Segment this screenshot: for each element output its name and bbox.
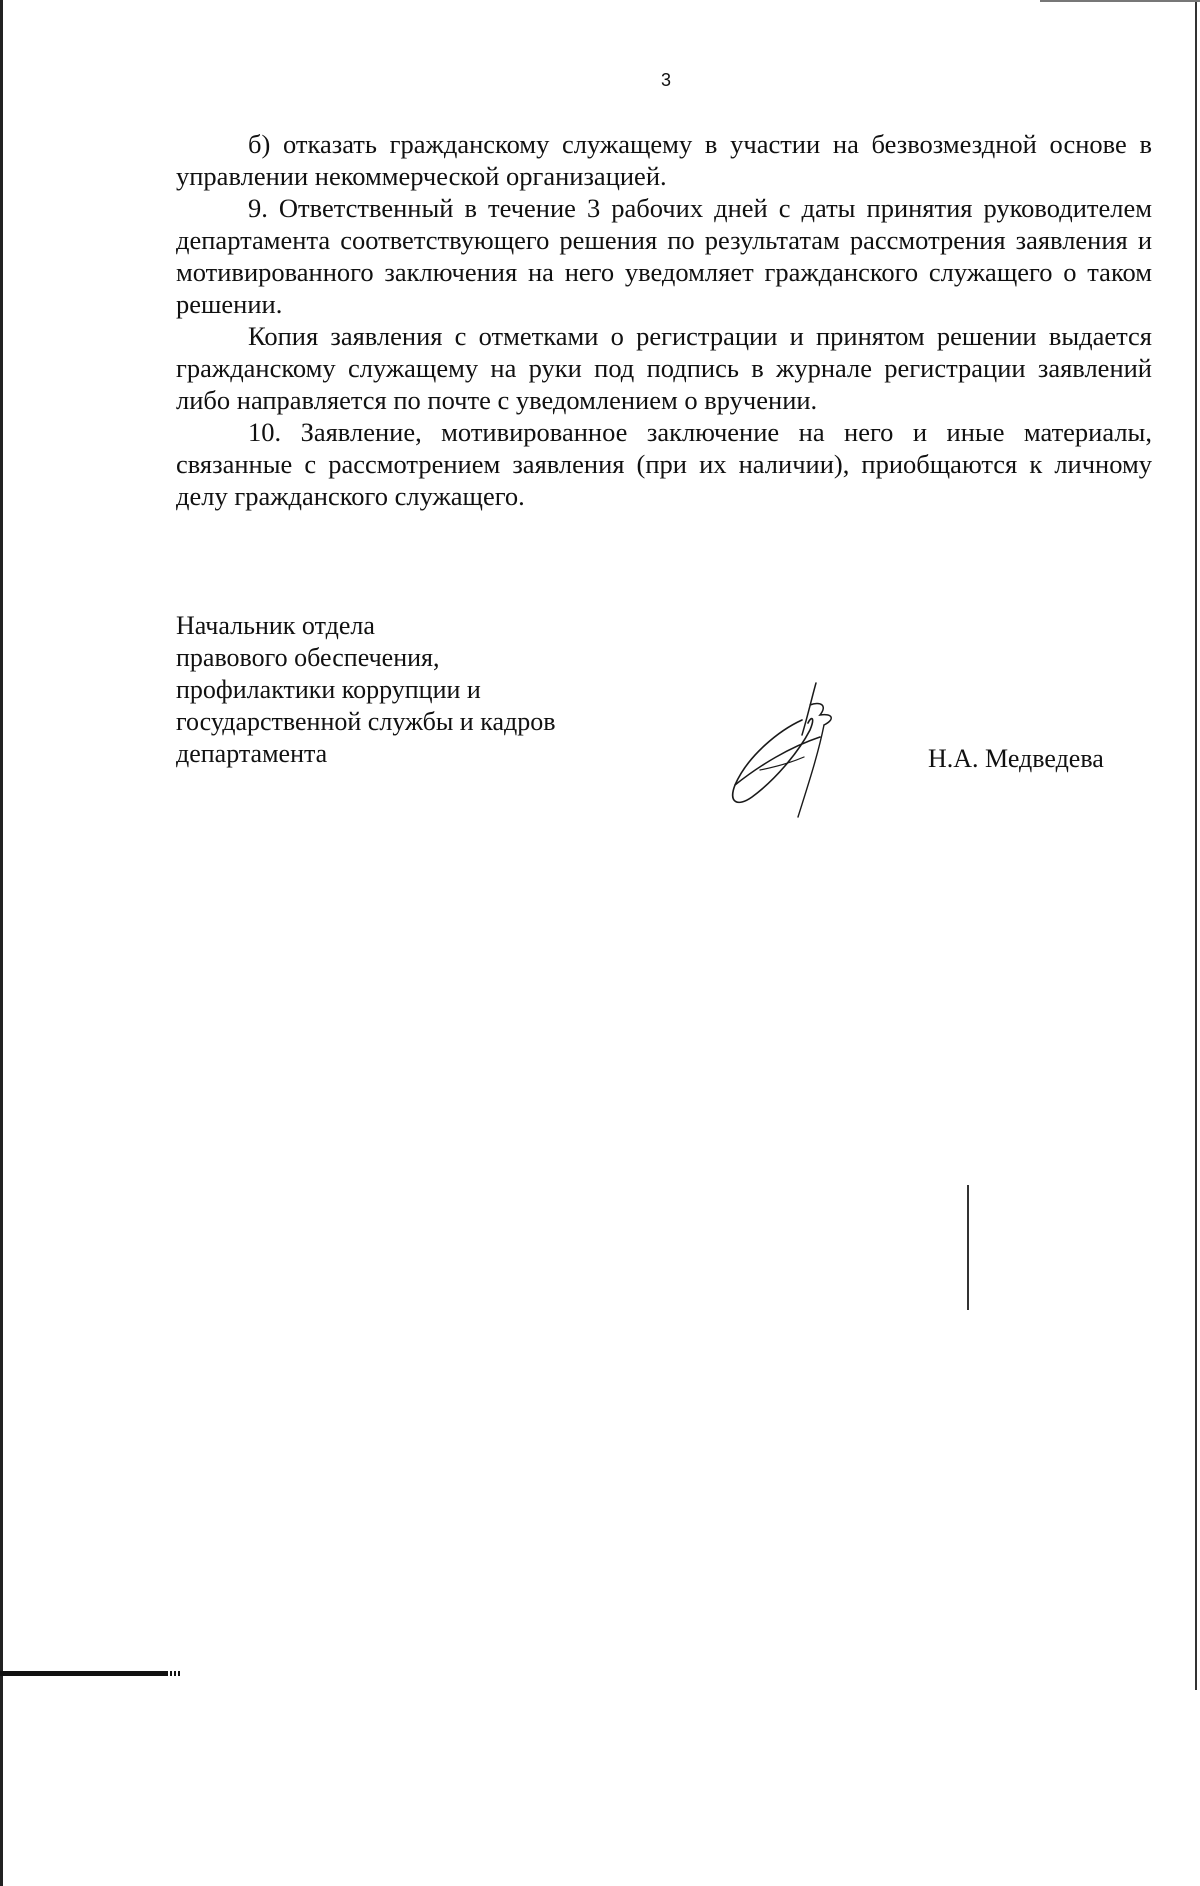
- signatory-name: Н.А. Медведева: [928, 744, 1104, 773]
- position-line: правового обеспечения,: [176, 643, 440, 672]
- scan-edge-right: [1195, 0, 1197, 1690]
- paragraph-9-copy: Копия заявления с отметками о регистрации и принятом решении выдается гражданскому служащему на руки под подпись в журнале регистрации заявлений либо направляется по почте с уведомлением о вручении.: [176, 321, 1152, 415]
- scan-mark-bottom: [0, 1671, 168, 1676]
- position-line: департамента: [176, 739, 328, 768]
- paragraph-10: 10. Заявление, мотивированное заключение на него и иные материалы, связанные с рассмотрением заявления (при их наличии), приобщаются к личному делу гражданского служащего.: [176, 417, 1152, 511]
- paragraph-9: 9. Ответственный в течение 3 рабочих дней с даты принятия руководителем департамента соответствующего решения по результатам рассмотрения заявления и мотивированного заключения на него уведомляет гражданского служащего о таком решении.: [176, 193, 1152, 319]
- position-line: Начальник отдела: [176, 611, 375, 640]
- scan-mark: [967, 1185, 969, 1310]
- handwritten-signature: [720, 675, 870, 825]
- scan-edge-left: [0, 0, 3, 1886]
- position-line: государственной службы и кадров: [176, 707, 556, 736]
- signatory-position: [176, 610, 556, 770]
- document-body: [176, 128, 1152, 512]
- page-number: 3: [660, 70, 671, 90]
- paragraph-8b: б) отказать гражданскому служащему в участии на безвозмездной основе в управлении некоммерческой организацией.: [176, 129, 1152, 191]
- position-line: профилактики коррупции и: [176, 675, 481, 704]
- scan-edge-top: [1040, 0, 1200, 2]
- scan-mark-bottom-dots: [170, 1671, 182, 1676]
